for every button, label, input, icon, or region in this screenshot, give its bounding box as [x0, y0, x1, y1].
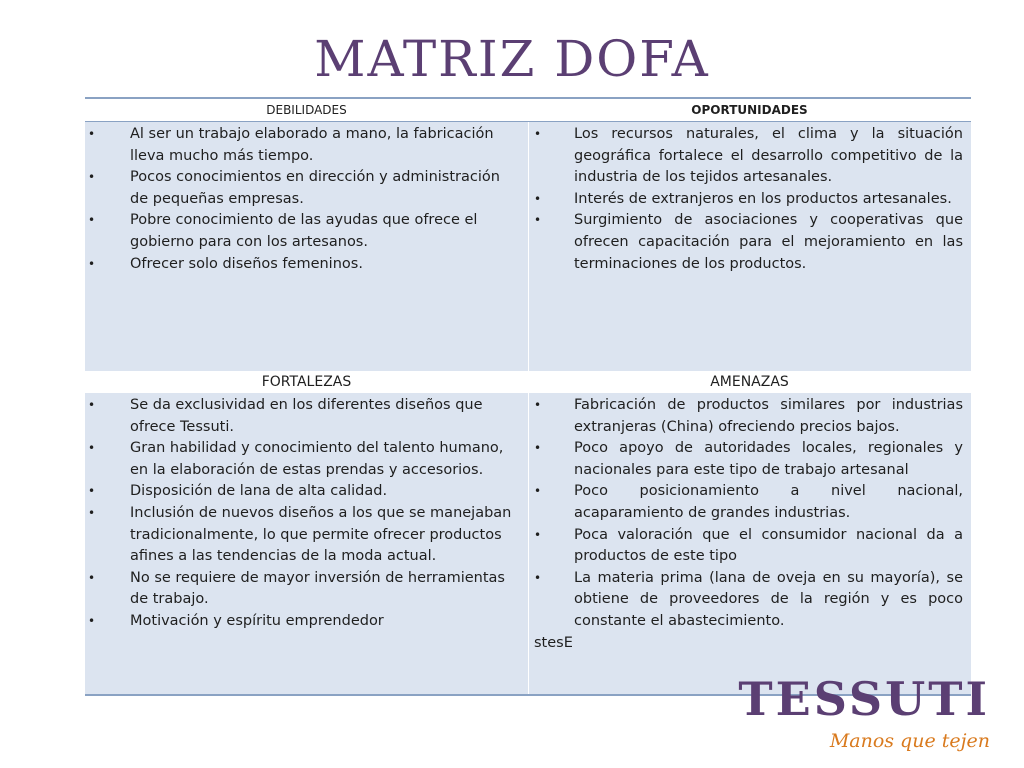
list-item	[529, 395, 963, 438]
list-item	[85, 438, 520, 481]
bullet-icon: •	[88, 127, 96, 141]
amenazas-list	[529, 395, 963, 633]
list-item	[85, 611, 520, 633]
list-item-text: Al ser un trabajo elaborado a mano, la fabricación lleva mucho más tiempo.	[130, 126, 494, 164]
list-item-text: Surgimiento de asociaciones y cooperativas que ofrecen capacitación para el mejoramiento en las terminaciones de los productos.	[574, 212, 963, 272]
bullet-icon: •	[534, 484, 542, 499]
debilidades-list	[85, 124, 520, 275]
list-item-text: Disposición de lana de alta calidad.	[130, 483, 388, 500]
body-row-top	[85, 122, 971, 371]
list-item	[85, 210, 520, 253]
header-row-bottom	[85, 371, 971, 393]
brand-tagline: Manos que tejen	[829, 730, 990, 752]
bullet-icon: •	[88, 170, 96, 185]
oportunidades-header: OPORTUNIDADES	[691, 103, 808, 117]
list-item-text: Inclusión de nuevos diseños a los que se manejaban tradicionalmente, lo que permite ofrecer productos afines a las tendencias de la moda actual.	[130, 504, 512, 565]
list-item-text: Poco posicionamiento a nivel nacional, acaparamiento de grandes industrias.	[574, 483, 963, 521]
bullet-icon: •	[88, 570, 96, 585]
bullet-icon: •	[88, 398, 96, 412]
list-item	[529, 525, 963, 568]
list-item	[85, 167, 520, 210]
list-item-text: Poco apoyo de autoridades locales, regionales y nacionales para este tipo de trabajo artesanal	[574, 440, 963, 478]
list-item	[85, 124, 520, 167]
bullet-icon: •	[88, 505, 96, 520]
list-item-text: Pobre conocimiento de las ayudas que ofrece el gobierno para con los artesanos.	[130, 212, 478, 250]
bullet-icon: •	[534, 441, 542, 456]
list-item-text: Se da exclusividad en los diferentes diseños que ofrece Tessuti.	[130, 397, 483, 435]
list-item	[85, 568, 520, 611]
body-row-bottom	[85, 393, 971, 694]
amenazas-header: AMENAZAS	[710, 374, 789, 390]
bullet-icon: •	[534, 527, 542, 542]
page-title: MATRIZ DOFA	[314, 30, 710, 88]
bullet-icon: •	[88, 613, 96, 628]
list-item	[529, 438, 963, 481]
list-item-text: Interés de extranjeros en los productos artesanales.	[574, 190, 952, 207]
oportunidades-cell	[528, 122, 971, 371]
bullet-icon: •	[88, 256, 96, 271]
list-item	[529, 124, 963, 189]
bullet-icon: •	[534, 570, 542, 585]
list-item	[85, 503, 520, 568]
list-item-text: Ofrecer solo diseños femeninos.	[130, 255, 363, 272]
list-item	[529, 481, 963, 524]
list-item-text: Fabricación de productos similares por industrias extranjeras (China) ofreciendo precios bajos.	[574, 397, 963, 435]
list-item-text: Pocos conocimientos en dirección y administración de pequeñas empresas.	[130, 169, 500, 207]
list-item	[529, 210, 963, 275]
list-item	[85, 254, 520, 276]
bullet-icon: •	[88, 441, 96, 456]
list-item-text: Los recursos naturales, el clima y la situación geográfica fortalece el desarrollo competitivo de la industria de los tejidos artesanales.	[574, 126, 963, 186]
bullet-icon: •	[534, 127, 542, 141]
list-item-text: Gran habilidad y conocimiento del talento humano, en la elaboración de estas prendas y accesorios.	[130, 440, 504, 478]
brand-logo	[738, 672, 990, 752]
bullet-icon: •	[88, 484, 96, 499]
list-item-text: No se requiere de mayor inversión de herramientas de trabajo.	[130, 569, 505, 608]
debilidades-header: DEBILIDADES	[266, 103, 347, 117]
brand-name: TESSUTI	[738, 672, 990, 726]
dofa-matrix	[85, 97, 971, 696]
list-item	[529, 568, 963, 633]
oportunidades-list	[529, 124, 963, 275]
bullet-icon: •	[534, 398, 542, 412]
list-item	[85, 481, 520, 503]
list-item	[85, 395, 520, 438]
bullet-icon: •	[534, 191, 542, 206]
list-item-text: Poca valoración que el consumidor nacional da a productos de este tipo	[574, 526, 963, 565]
amenazas-cell	[528, 393, 971, 694]
fortalezas-header: FORTALEZAS	[261, 374, 352, 390]
debilidades-cell	[85, 122, 528, 371]
list-item	[529, 189, 963, 211]
list-item-text: Motivación y espíritu emprendedor	[130, 612, 384, 629]
fortalezas-list	[85, 395, 520, 633]
header-row-top	[85, 99, 971, 122]
fortalezas-cell	[85, 393, 528, 694]
bullet-icon: •	[534, 213, 542, 228]
bullet-icon: •	[88, 213, 96, 228]
list-item-text: La materia prima (lana de oveja en su mayoría), se obtiene de proveedores de la región y es poco constante el abastecimiento.	[574, 569, 963, 629]
amenazas-extra-text: stesE	[534, 634, 573, 651]
